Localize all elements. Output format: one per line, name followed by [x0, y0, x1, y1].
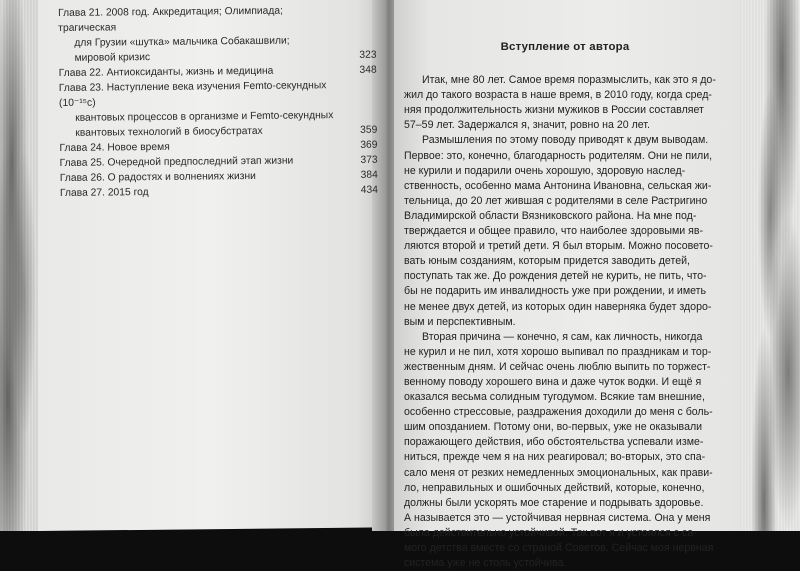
- text-line: сало меня от резких немедленных эмоциональных, как прави-: [404, 466, 713, 479]
- text-line: ниться, прежде чем я на них реагировал; во-вторых, это спа-: [404, 451, 706, 464]
- left-page-edges: [0, 0, 40, 531]
- text-line: система уже не столь устойчива.: [404, 557, 567, 570]
- text-line: вым и перспективным.: [404, 315, 516, 328]
- introduction-text: [404, 40, 726, 571]
- toc-entry-title-line: Глава 23. Наступление века изучения Femto-секундных (10⁻¹⁵c): [58, 80, 327, 109]
- toc-entry-title-line: Глава 24. Новое время: [59, 141, 170, 154]
- text-line: оказался весьма солидным тугодумом. Всякие там внешние,: [404, 391, 705, 404]
- text-line: тельница, до 20 лет жившая с родителями в селе Растригино: [404, 194, 708, 207]
- toc-entry-title-line: мировой кризис: [74, 52, 151, 64]
- paragraph: [404, 73, 726, 133]
- toc-entry-title-line: Глава 26. О радостях и волнениях жизни: [59, 170, 256, 184]
- text-line: ло, неправильных и ошибочных действий, которые, конечно,: [404, 481, 705, 494]
- text-line: не менее двух детей, из которых один наверняка будет здоро-: [404, 300, 712, 313]
- text-line: жил до такого возраста в наше время, в 2010 году, когда сред-: [404, 89, 712, 102]
- text-line: особенно стрессовые, раздражения доходили до меня с боль-: [404, 406, 713, 419]
- text-line: Вторая причина — конечно, я сам, как личность, никогда: [422, 330, 703, 343]
- text-line: шим опозданием. Потому они, во-первых, уже не оказывали: [404, 421, 703, 434]
- text-line: ляются второй и третий дети. Я был вторым. Можно посовето-: [404, 240, 713, 253]
- toc-entry-title-line: Глава 21. 2008 год. Аккредитация; Олимпиада; трагическая: [58, 5, 284, 34]
- text-line: была действительно устойчивой. Так вот я и устоялся с са-: [404, 526, 697, 539]
- toc-page-number: 434: [360, 184, 379, 196]
- toc-entry: [58, 3, 377, 66]
- right-page-edges: [740, 0, 800, 531]
- introduction-heading: Вступление от автора: [500, 41, 630, 53]
- text-line: должны были ускорять мое старение и подрывать здоровье.: [404, 496, 704, 509]
- text-line: жественным дням. И сейчас очень люблю выпить по торжест-: [404, 360, 711, 373]
- text-line: Первое: это, конечно, благодарность родителям. Они не пили,: [404, 149, 713, 162]
- text-line: тверждается и общее правило, что наиболее здоровыми яв-: [404, 225, 703, 238]
- text-line: няя продолжительность жизни мужиков в России составляет: [404, 104, 704, 117]
- toc-entry-title-line: Глава 25. Очередной предпоследний этап жизни: [59, 155, 294, 169]
- toc-entry-title-line: Глава 22. Антиоксиданты, жизнь и медицина: [58, 65, 274, 79]
- text-line: ственность, особенно мама Антонина Ивановна, сельская жи-: [404, 179, 712, 192]
- text-line: Итак, мне 80 лет. Самое время поразмыслить, как это я до-: [422, 74, 716, 87]
- text-line: вать юным созданиям, которым придется заводить детей,: [404, 255, 690, 268]
- toc-page-number: 348: [359, 64, 377, 76]
- toc-page-number: 384: [360, 169, 378, 181]
- text-line: не курил и не пил, хотя хорошо выпивал по праздникам и тор-: [404, 345, 712, 358]
- toc-entry-title-line: Глава 27. 2015 год: [59, 187, 149, 199]
- text-line: 57–59 лет. Задержался я, значит, ровно на 20 лет.: [404, 119, 650, 132]
- toc-page-number: 359: [360, 124, 378, 136]
- text-line: мого детства вместе со страной Советов. Сейчас моя нервная: [404, 542, 714, 554]
- introduction-body: [404, 73, 726, 571]
- text-line: поражающего действия, ибо обстоятельства успевали изме-: [404, 436, 704, 449]
- toc-page-number: 373: [360, 154, 378, 166]
- toc-page-number: 369: [360, 139, 378, 151]
- toc-page-number: 323: [359, 49, 377, 61]
- text-line: Размышления по этому поводу приводят к двум выводам.: [422, 134, 709, 147]
- text-line: бы не подарить им инвалидность уже при рождении, и иметь: [404, 285, 707, 298]
- paragraph: [404, 133, 726, 329]
- text-line: А называется это — устойчивая нервная система. Она у меня: [404, 511, 711, 524]
- toc-entry-title-line: квантовых технологий в биосубстратах: [75, 125, 263, 139]
- text-line: Владимирской области Вязниковского района. На мне под-: [404, 209, 697, 222]
- toc-entry-title-line: для Грузии «шутка» мальчика Собакашвили;: [74, 35, 290, 49]
- paragraph: [404, 330, 726, 571]
- text-line: поступать так же. До рождения детей не курить, не пить, что-: [404, 270, 707, 283]
- toc-entry-title-line: квантовых процессов в организме и Femto-секундных: [75, 110, 334, 124]
- text-line: не курили и подарили очень хорошую, здоровую наслед-: [404, 164, 686, 177]
- table-of-contents: [58, 3, 378, 201]
- text-line: венному поводу хорошего вина и даже чуток водки. И ещё я: [404, 375, 702, 388]
- toc-entry: [59, 78, 378, 141]
